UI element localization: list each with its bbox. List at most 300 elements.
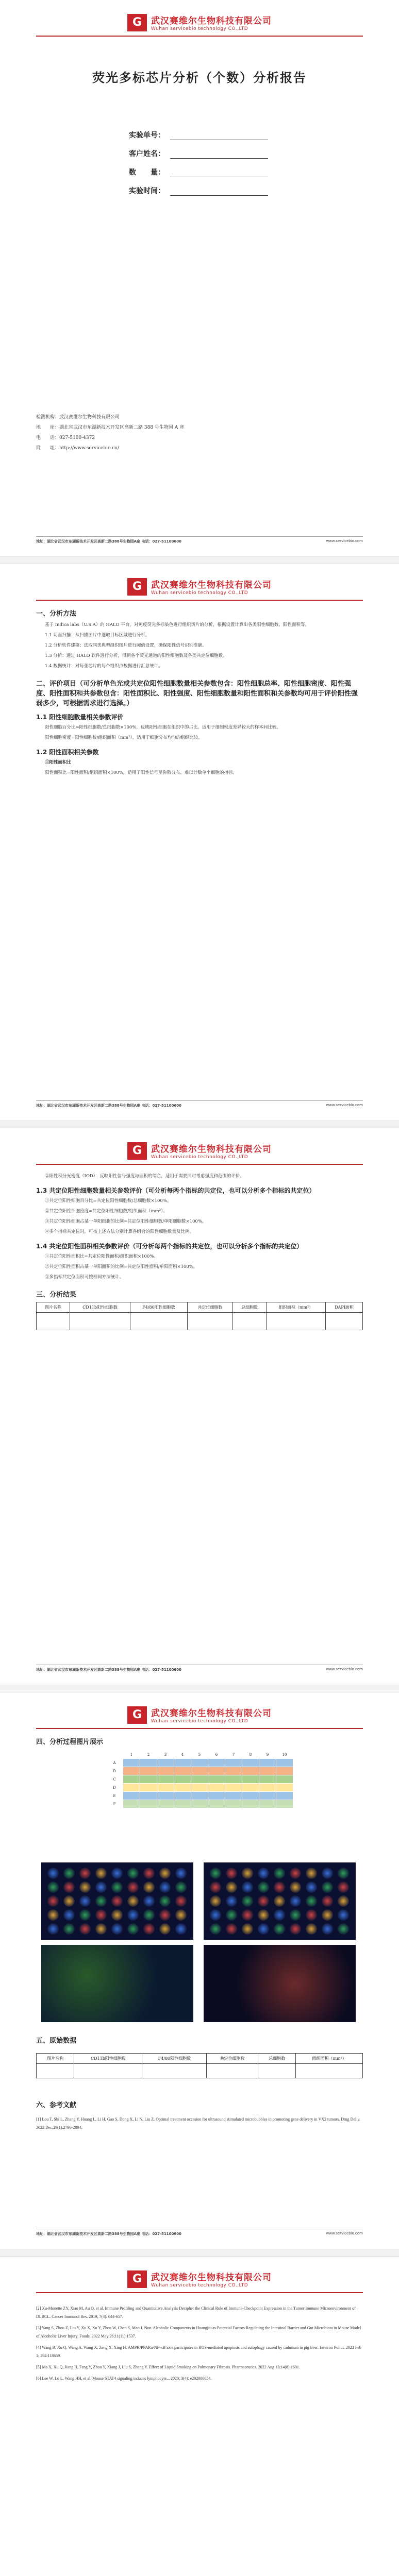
grid-cell — [276, 1784, 293, 1792]
paragraph: 阳性细胞密度=阳性细胞数/组织面积（mm²），适用于细胞分布均匀的组织比较。 — [45, 735, 203, 740]
company-name-cn: 武汉赛维尔生物科技有限公司 — [151, 2273, 272, 2283]
company-name-cn: 武汉赛维尔生物科技有限公司 — [151, 16, 272, 26]
tissue-core-dot — [210, 1882, 221, 1893]
page-header — [36, 564, 363, 596]
tissue-core-dot — [306, 1909, 317, 1921]
section-heading: 五、原始数据 — [36, 2037, 77, 2045]
grid-row — [106, 1800, 293, 1808]
table-row — [37, 2064, 363, 2078]
grid-cell: 10 — [276, 1751, 293, 1759]
footer-right: www.servicebio.com — [326, 539, 363, 543]
form-row-quantity — [129, 167, 363, 177]
grid-cell — [276, 1792, 293, 1800]
tissue-core-dot — [226, 1895, 237, 1907]
tissue-core-dot — [127, 1909, 139, 1921]
tissue-core-dot — [290, 1895, 301, 1907]
grid-row — [106, 1751, 293, 1759]
grid-cell — [259, 1759, 276, 1767]
table-cell — [70, 1313, 130, 1330]
table-header-cell: 共定位细胞数 — [187, 1302, 232, 1313]
grid-cell — [174, 1759, 191, 1767]
tissue-core-dot — [127, 1868, 139, 1879]
info-org: 检测机构：武汉赛维尔生物科技有限公司 — [36, 415, 120, 420]
grid-cell — [225, 1800, 242, 1808]
grid-cell — [157, 1792, 174, 1800]
grid-cell: 9 — [259, 1751, 276, 1759]
grid-cell — [140, 1775, 157, 1784]
grid-cell — [208, 1759, 225, 1767]
grid-cell: C — [106, 1775, 123, 1784]
paragraph: ①共定位阳性面积比=共定位阳性面积/组织面积×100%。 — [45, 1254, 158, 1259]
grid-cell — [242, 1800, 259, 1808]
grid-cell — [123, 1784, 140, 1792]
tissue-core-dot — [242, 1923, 253, 1935]
grid-cell — [191, 1775, 208, 1784]
grid-cell: 6 — [208, 1751, 225, 1759]
tissue-core-dot — [63, 1895, 75, 1907]
tissue-core-dot — [143, 1868, 155, 1879]
table-header-cell: CD11b阳性细胞数 — [74, 2054, 142, 2064]
grid-cell — [225, 1784, 242, 1792]
tissue-core-dot — [274, 1923, 285, 1935]
footer-left: 地址：湖北省武汉市东湖新技术开发区高新二路388号生物园A座 电话：027-51100600 — [36, 1668, 181, 1672]
tissue-core-dot — [210, 1909, 221, 1921]
tissue-core-dot — [226, 1868, 237, 1879]
grid-cell: D — [106, 1784, 123, 1792]
tissue-core-dot — [79, 1909, 91, 1921]
tissue-core-dot — [63, 1909, 75, 1921]
subsection-heading: 1.1 阳性细胞数量相关参数评价 — [36, 714, 124, 721]
tissue-core-dot — [47, 1868, 59, 1879]
grid-cell — [106, 1751, 123, 1759]
tissue-core-dot — [143, 1909, 155, 1921]
tissue-core-dot — [159, 1895, 171, 1907]
table-header-cell: 总细胞数 — [233, 1302, 267, 1313]
grid-cell — [276, 1767, 293, 1775]
grid-cell — [225, 1775, 242, 1784]
tissue-core-dot — [338, 1895, 349, 1907]
grid-cell — [157, 1784, 174, 1792]
table-header-row — [37, 2054, 363, 2064]
grid-cell — [123, 1792, 140, 1800]
page-results — [0, 1128, 399, 1685]
grid-cell — [191, 1784, 208, 1792]
paragraph: ③多指标共定位面积可按相同方法统计。 — [45, 1275, 124, 1280]
tissue-core-dot — [175, 1895, 187, 1907]
grid-row — [106, 1759, 293, 1767]
tissue-core-dot — [338, 1909, 349, 1921]
grid-cell — [208, 1784, 225, 1792]
tissue-core-dot — [322, 1868, 333, 1879]
paragraph: ④多个指标共定位时，可按上述方法分别计算各组合的阳性细胞数量及比例。 — [45, 1229, 194, 1234]
tissue-core-dot — [143, 1895, 155, 1907]
table-header-cell: 总细胞数 — [258, 2054, 295, 2064]
report-title: 荧光多标芯片分析（个数）分析报告 — [92, 71, 307, 85]
grid-cell — [276, 1775, 293, 1784]
page-footer — [36, 1665, 363, 1672]
table-cell — [130, 1313, 188, 1330]
grid-cell: 5 — [191, 1751, 208, 1759]
tissue-core-dot — [338, 1923, 349, 1935]
table-header-cell: 组织面积（mm²） — [296, 2054, 363, 2064]
grid-cell — [208, 1792, 225, 1800]
tissue-core-dot — [175, 1923, 187, 1935]
grid-cell: B — [106, 1767, 123, 1775]
page-footer — [36, 536, 363, 544]
grid-cell — [140, 1792, 157, 1800]
tissue-core-dot — [306, 1923, 317, 1935]
tissue-core-dot — [242, 1895, 253, 1907]
grid-cell — [276, 1800, 293, 1808]
table-cell — [233, 1313, 267, 1330]
info-website: 网 址：http://www.servicebio.cn/ — [36, 446, 119, 451]
tissue-core-dot — [210, 1895, 221, 1907]
grid-cell — [242, 1792, 259, 1800]
tissue-core-dot — [47, 1882, 59, 1893]
table-cell — [296, 2064, 363, 2078]
form-label: 实验时间： — [129, 187, 165, 195]
paragraph: 基于 Indica labs（U.S.A）的 HALO 平台，对免疫荧光多标染色进行组织切片的分析，根据设置计算出各类阳性细胞数、阳性面积等。 — [45, 622, 309, 628]
results-table — [36, 1302, 363, 1330]
page-cover — [0, 0, 399, 556]
company-name-en: Wuhan servicebio technology CO.,LTD — [151, 2283, 248, 2288]
form-row-order — [129, 130, 363, 140]
paragraph-lead: ①阳性面积比 — [45, 760, 72, 765]
grid-cell — [208, 1800, 225, 1808]
grid-cell — [259, 1792, 276, 1800]
lab-info — [36, 412, 363, 453]
tissue-core-dot — [143, 1882, 155, 1893]
page-header — [36, 1692, 363, 1724]
company-logo: G — [127, 14, 147, 31]
tissue-core-dot — [322, 1923, 333, 1935]
table-cell — [267, 1313, 326, 1330]
tissue-core-dot — [258, 1909, 269, 1921]
tissue-core-dot — [79, 1882, 91, 1893]
section-heading: 四、分析过程图片展示 — [36, 1738, 104, 1746]
fluorescence-image-right — [204, 1945, 356, 2022]
grid-cell — [123, 1800, 140, 1808]
tissue-core-dot — [63, 1868, 75, 1879]
grid-cell — [123, 1759, 140, 1767]
grid-cell — [191, 1767, 208, 1775]
paragraph: 1.4 数据统计：对每张芯片的每个组织点数据进行汇总统计。 — [45, 664, 163, 669]
section-heading: 三、分析结果 — [36, 1291, 77, 1299]
table-cell — [326, 1313, 363, 1330]
grid-cell — [123, 1767, 140, 1775]
footer-right: www.servicebio.com — [326, 2231, 363, 2235]
grid-cell — [242, 1784, 259, 1792]
header-rule — [36, 36, 363, 37]
tissue-core-dot — [306, 1882, 317, 1893]
grid-cell — [174, 1775, 191, 1784]
tissue-core-dot — [175, 1909, 187, 1921]
tissue-core-dot — [127, 1923, 139, 1935]
tissue-core-dot — [274, 1895, 285, 1907]
tissue-core-dot — [258, 1923, 269, 1935]
paragraph: ③共定位阳性细胞占某一单阳细胞的比例=共定位阳性细胞数/单阳细胞数×100%。 — [45, 1219, 207, 1224]
form-line — [170, 131, 268, 140]
form-line — [170, 187, 268, 196]
tissue-core-dot — [210, 1868, 221, 1879]
grid-cell — [174, 1792, 191, 1800]
tissue-core-dot — [226, 1882, 237, 1893]
grid-cell — [259, 1800, 276, 1808]
grid-cell — [140, 1784, 157, 1792]
tissue-core-dot — [95, 1909, 107, 1921]
grid-cell — [242, 1767, 259, 1775]
grid-cell — [157, 1775, 174, 1784]
subsection-heading: 1.4 共定位阳性面积相关参数评价（可分析每两个指标的共定位，也可以分析多个指标的共定位） — [36, 1243, 303, 1250]
grid-cell — [242, 1775, 259, 1784]
grid-row — [106, 1775, 293, 1784]
company-name-en: Wuhan servicebio technology CO.,LTD — [151, 26, 248, 31]
tissue-core-dot — [159, 1882, 171, 1893]
grid-row — [106, 1784, 293, 1792]
grid-cell: 4 — [174, 1751, 191, 1759]
company-name-cn: 武汉赛维尔生物科技有限公司 — [151, 1144, 272, 1155]
fluorescence-image-left — [41, 1945, 193, 2022]
chip-layout-grid — [106, 1750, 293, 1808]
grid-cell — [191, 1759, 208, 1767]
table-header-cell: 共定位细胞数 — [207, 2054, 258, 2064]
tissue-core-dot — [322, 1909, 333, 1921]
subsection-heading: 1.2 阳性面积相关参数 — [36, 749, 99, 756]
tissue-core-dot — [274, 1909, 285, 1921]
grid-cell — [140, 1767, 157, 1775]
reference-item: [1] Lou T, Shi L, Zhang Y, Huang L, Li H, Gao S, Dong X, Li N, Liu Z. Optimal treatment occasion for ultrasound stimulated microbubbles in promoting gene delivery in VX2 tumors. Drug Deliv. 2022 Dec;29(1):2796-2804. — [36, 2117, 360, 2130]
reference-item: [3] Yang S, Zhou Z, Liu Y, Xu X, Xu Y, Zhou W, Chen S, Mao J. Non-Alcoholic Components in Huangjiu as Potential Factors Regulating the Intestinal Barrier and Gut Microbiota in Mouse Model of Alcoholic Liver Injury. Foods. 2022 May 26;11(11):1537. — [36, 2326, 361, 2338]
grid-cell — [123, 1775, 140, 1784]
tissue-core-dot — [47, 1909, 59, 1921]
tissue-core-dot — [226, 1923, 237, 1935]
company-name-en: Wuhan servicebio technology CO.,LTD — [151, 590, 248, 596]
tissue-core-dot — [242, 1882, 253, 1893]
table-cell — [37, 1313, 70, 1330]
grid-cell — [140, 1800, 157, 1808]
tissue-core-dot — [47, 1895, 59, 1907]
grid-cell — [259, 1784, 276, 1792]
grid-cell: 1 — [123, 1751, 140, 1759]
table-cell — [207, 2064, 258, 2078]
tissue-core-dot — [47, 1923, 59, 1935]
grid-row — [106, 1767, 293, 1775]
tissue-core-dot — [63, 1923, 75, 1935]
grid-cell — [208, 1767, 225, 1775]
tissue-core-dot — [143, 1923, 155, 1935]
tissue-core-dot — [127, 1882, 139, 1893]
section-heading: 六、参考文献 — [36, 2102, 77, 2109]
page-footer — [36, 2229, 363, 2236]
table-header-cell: DAPI面积 — [326, 1302, 363, 1313]
page-images — [0, 1692, 399, 2249]
tissue-core-dot — [322, 1895, 333, 1907]
grid-cell — [259, 1775, 276, 1784]
paragraph: 1.3 分析：通过 HALO 软件进行分析，得到各个荧光通道的阳性细胞数及各类共定位细胞数。 — [45, 653, 227, 658]
grid-cell — [191, 1792, 208, 1800]
paragraph: 1.2 分析软件建模：选取同类典型组织图片进行阈值设置，确保阳性信号识别准确。 — [45, 643, 207, 648]
footer-left: 地址：湖北省武汉市东湖新技术开发区高新二路388号生物园A座 电话：027-51100600 — [36, 2232, 181, 2236]
tissue-core-dot — [175, 1868, 187, 1879]
grid-cell — [259, 1767, 276, 1775]
company-name-cn: 武汉赛维尔生物科技有限公司 — [151, 1708, 272, 1719]
form-label: 实验单号： — [129, 131, 165, 140]
grid-cell — [157, 1800, 174, 1808]
footer-right: www.servicebio.com — [326, 1667, 363, 1671]
table-header-cell: 图片名称 — [37, 1302, 70, 1313]
grid-cell — [174, 1784, 191, 1792]
table-cell — [37, 2064, 74, 2078]
paragraph: ②共定位阳性细胞密度=共定位阳性细胞数/组织面积（mm²）。 — [45, 1209, 168, 1214]
grid-cell: F — [106, 1800, 123, 1808]
chip-overview-image-right — [204, 1862, 356, 1940]
tissue-core-dot — [111, 1895, 123, 1907]
raw-data-table — [36, 2053, 363, 2078]
header-rule — [36, 1164, 363, 1165]
paragraph: ②阳性积分光密度（IOD）：反映阳性信号强度与面积的综合，适用于需要同时考虑强度和范围的评价。 — [45, 1174, 244, 1179]
form-line — [170, 168, 268, 177]
grid-cell — [225, 1792, 242, 1800]
grid-cell: 8 — [242, 1751, 259, 1759]
grid-cell — [242, 1759, 259, 1767]
grid-cell — [225, 1767, 242, 1775]
company-logo: G — [127, 1142, 147, 1160]
grid-cell — [174, 1767, 191, 1775]
page-header — [36, 1128, 363, 1160]
table-header-cell: 组织面积（mm²） — [267, 1302, 326, 1313]
table-cell — [142, 2064, 207, 2078]
page-header — [36, 0, 363, 31]
table-header-cell: F4/80阳性细胞数 — [142, 2054, 207, 2064]
company-logo: G — [127, 2270, 147, 2288]
tissue-core-dot — [159, 1909, 171, 1921]
chip-overview-image-left — [41, 1862, 193, 1940]
page-footer — [36, 1100, 363, 1108]
tissue-core-dot — [306, 1895, 317, 1907]
paragraph: 1.1 切面扫描：从扫描图片中选取目标区域进行分析。 — [45, 633, 150, 638]
table-row — [37, 1313, 363, 1330]
grid-cell: 7 — [225, 1751, 242, 1759]
tissue-core-dot — [95, 1923, 107, 1935]
paragraph: 阳性面积比=阳性面积/组织面积×100%，适用于阳性信号呈弥散分布、难以计数单个细胞的指标。 — [45, 770, 237, 775]
table-cell — [74, 2064, 142, 2078]
tissue-core-dot — [322, 1882, 333, 1893]
subsection-heading: 1.3 共定位阳性细胞数量相关参数评价（可分析每两个指标的共定位，也可以分析多个指标的共定位） — [36, 1187, 315, 1194]
grid-cell: 2 — [140, 1751, 157, 1759]
reference-item: [4] Wang B, Xu Q, Wang A, Wang X, Zeng X, Xing H. AMPK/PPARα/NF-κB axis participates in ROS-mediated apoptosis and autophagy caused by cadmium in pig liver. Environ Pollut. 2022 Feb 1; 294:118659. — [36, 2345, 361, 2358]
tissue-core-dot — [290, 1882, 301, 1893]
table-cell — [258, 2064, 295, 2078]
section-heading: 一、分析方法 — [36, 610, 77, 618]
company-logo: G — [127, 578, 147, 596]
company-name-en: Wuhan servicebio technology CO.,LTD — [151, 1155, 248, 1160]
table-header-row — [37, 1302, 363, 1313]
footer-left: 地址：湖北省武汉市东湖新技术开发区高新二路388号生物园A座 电话：027-51100600 — [36, 1104, 181, 1108]
form-line — [170, 150, 268, 159]
tissue-core-dot — [159, 1923, 171, 1935]
table-header-cell: CD11b阳性细胞数 — [70, 1302, 130, 1313]
tissue-core-dot — [111, 1909, 123, 1921]
grid-cell — [208, 1775, 225, 1784]
grid-cell: A — [106, 1759, 123, 1767]
page-header — [36, 2257, 363, 2288]
section-heading: 二、评价项目（可分析单色光或共定位阳性细胞数量相关参数包含：阳性细胞总率、阳性细胞密度、阳性强度、阳性面积和共参数包含：阳性面积比、阳性强度、阳性细胞数量和阳性面积和关参数均可用于评价阳性强弱多少，可根据需求进行选择。） — [36, 680, 358, 707]
info-address: 地 址：湖北省武汉市东湖新技术开发区高新二路 388 号生物园 A 座 — [36, 425, 185, 430]
paragraph: 阳性细胞百分比=阳性细胞数/总细胞数×100%，反映阳性细胞在组织中的占比。适用于细胞密度差异较大的样本间比较。 — [45, 725, 281, 730]
info-phone: 电 话：027-5100-4372 — [36, 435, 95, 440]
tissue-core-dot — [306, 1868, 317, 1879]
header-rule — [36, 1728, 363, 1729]
grid-row — [106, 1792, 293, 1800]
grid-cell — [140, 1759, 157, 1767]
grid-cell — [157, 1767, 174, 1775]
tissue-core-dot — [127, 1895, 139, 1907]
tissue-core-dot — [242, 1868, 253, 1879]
form-row-date — [129, 185, 363, 196]
tissue-core-dot — [258, 1882, 269, 1893]
grid-cell — [276, 1759, 293, 1767]
paragraph: ①共定位阳性细胞百分比=共定位阳性细胞数/总细胞数×100%。 — [45, 1198, 172, 1204]
tissue-core-dot — [338, 1868, 349, 1879]
grid-cell — [157, 1759, 174, 1767]
tissue-core-dot — [111, 1868, 123, 1879]
tissue-core-dot — [175, 1882, 187, 1893]
table-header-cell: F4/80阳性细胞数 — [130, 1302, 188, 1313]
reference-item: [2] Xu-Monette ZY, Xiao M, Au Q, et al. Immune Profiling and Quantitative Analysis Decipher the Clinical Role of Immune-Checkpoint Expression in the Tumor Immune Microenvironment of DLBCL. Cancer Immunol Res. 2019; 7(4): 644-657. — [36, 2306, 356, 2319]
table-cell — [187, 1313, 232, 1330]
tissue-core-dot — [242, 1909, 253, 1921]
tissue-core-dot — [274, 1882, 285, 1893]
form-label: 数 量： — [129, 168, 165, 177]
tissue-core-dot — [159, 1868, 171, 1879]
form-label: 客户姓名： — [129, 150, 165, 158]
footer-right: www.servicebio.com — [326, 1103, 363, 1107]
header-rule — [36, 600, 363, 601]
grid-cell — [225, 1759, 242, 1767]
tissue-core-dot — [79, 1868, 91, 1879]
company-logo: G — [127, 1706, 147, 1724]
paragraph: ②共定位阳性面积占某一单阳面积的比例=共定位阳性面积/单阳面积×100%。 — [45, 1264, 198, 1269]
tissue-core-dot — [226, 1909, 237, 1921]
tissue-core-dot — [111, 1882, 123, 1893]
tissue-core-dot — [290, 1868, 301, 1879]
reference-item: [6] Lee W, Lo L, Wang HH, et al. Mouse STAT4 signaling induces lymphocyte... 2020; 3(4): e202000654. — [36, 2376, 212, 2381]
tissue-core-dot — [63, 1882, 75, 1893]
company-name-en: Wuhan servicebio technology CO.,LTD — [151, 1719, 248, 1724]
reference-item: [5] Ma X, Xu Q, Jiang H, Feng Y, Zhou Y, Xiang J, Liu S, Zhang Y. Effect of Liquid Smoking on Pulmonary Fibrosis. Pharmaceutics. 2022 Aug 13;14(8):1691. — [36, 2365, 300, 2369]
table-header-cell: 图片名称 — [37, 2054, 74, 2064]
tissue-core-dot — [258, 1868, 269, 1879]
form-row-customer — [129, 148, 363, 159]
page-methods — [0, 564, 399, 1121]
page-references — [0, 2257, 399, 2576]
tissue-core-dot — [210, 1923, 221, 1935]
grid-cell: 3 — [157, 1751, 174, 1759]
grid-cell — [191, 1800, 208, 1808]
tissue-core-dot — [111, 1923, 123, 1935]
grid-cell: E — [106, 1792, 123, 1800]
tissue-core-dot — [95, 1868, 107, 1879]
footer-left: 地址：湖北省武汉市东湖新技术开发区高新二路388号生物园A座 电话：027-51100600 — [36, 539, 181, 544]
tissue-core-dot — [274, 1868, 285, 1879]
tissue-core-dot — [290, 1923, 301, 1935]
tissue-core-dot — [79, 1895, 91, 1907]
grid-cell — [174, 1800, 191, 1808]
tissue-core-dot — [95, 1882, 107, 1893]
tissue-core-dot — [338, 1882, 349, 1893]
company-name-cn: 武汉赛维尔生物科技有限公司 — [151, 580, 272, 590]
tissue-core-dot — [258, 1895, 269, 1907]
